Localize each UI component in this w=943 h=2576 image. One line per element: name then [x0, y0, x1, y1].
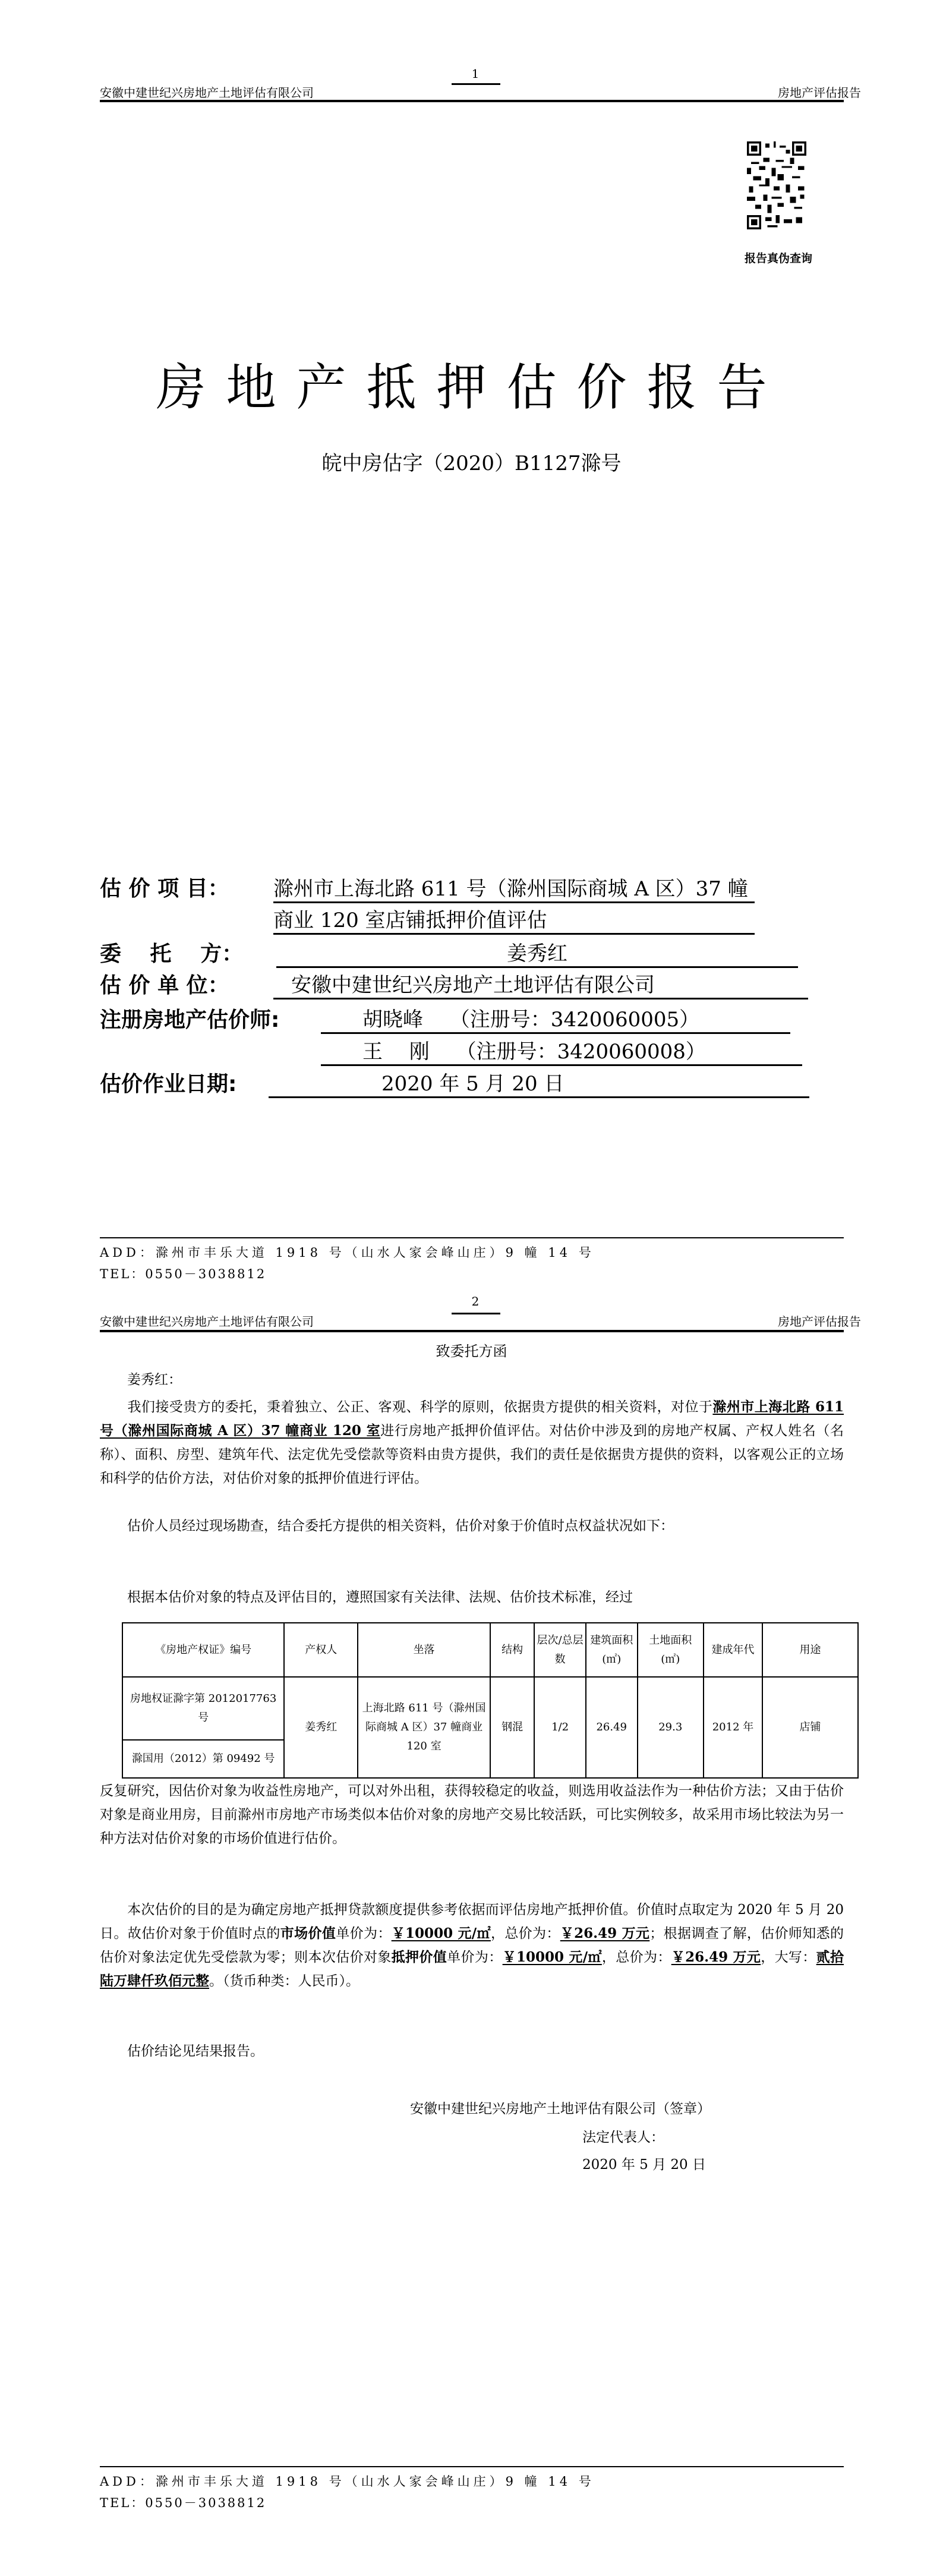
project-value-line2: 商业 120 室店铺抵押价值评估 [273, 904, 755, 935]
header-doc-type: 房地产评估报告 [778, 1314, 861, 1329]
qr-code-icon[interactable] [747, 141, 806, 229]
capital-amount: 贰拾陆万肆仟玖佰元整 [100, 1949, 844, 1989]
p4-c: ，总价为： [490, 1926, 560, 1941]
footer-rule [100, 2466, 844, 2467]
qr-caption: 报告真伪查询 [745, 252, 813, 265]
cell-location: 上海北路 611 号（滁州国际商城 A 区）37 幢商业 120 室 [358, 1677, 490, 1778]
paragraph-2 [100, 1514, 844, 1538]
p4-d: ；根据调查了解，估价师知悉的估价对象法定优先受偿款为零；则本次估价对象 [100, 1926, 844, 1965]
table-row [122, 1677, 858, 1740]
mortgage-total-price: ￥26.49 万元 [671, 1949, 761, 1965]
property-table [122, 1622, 859, 1779]
letter-title: 致委托方函 [436, 1343, 507, 1360]
client-value: 姜秀红 [276, 937, 798, 968]
header-rule [100, 100, 844, 102]
p1-a: 我们接受贵方的委托，秉着独立、公正、客观、科学的原则，依据贵方提供的相关资料，对位于 [127, 1399, 713, 1415]
salutation [100, 1368, 844, 1392]
paragraph-4 [100, 1898, 844, 1993]
header-company: 安徽中建世纪兴房地产土地评估有限公司 [100, 86, 314, 100]
market-total-price: ￥26.49 万元 [560, 1925, 650, 1941]
footer-tel: TEL：0550－3038812 [100, 1267, 267, 1281]
footer-tel: TEL：0550－3038812 [100, 2496, 267, 2510]
mortgage-unit-price: ￥10000 元/㎡ [502, 1949, 602, 1965]
signature-company: 安徽中建世纪兴房地产土地评估有限公司（签章） [410, 2101, 711, 2117]
cell-building-area: 26.49 [586, 1677, 638, 1778]
col-location: 坐落 [358, 1623, 490, 1677]
p3-b-text: 反复研究，因估价对象为收益性房地产，可以对外出租，获得较稳定的收益，则选用收益法作为一种估价方法；又由于估价对象是商业用房，目前滁州市房地产市场类似本估价对象的房地产交易比较活跃，可比实例较多，故采用市场比较法为另一种方法对估价对象的市场价值进行估价。 [100, 1783, 844, 1846]
cell-owner: 姜秀红 [284, 1677, 358, 1778]
client-label: 委 托 方： [100, 942, 244, 966]
cell-structure: 钢混 [490, 1677, 534, 1778]
footer-address: ADD：滁州市丰乐大道 1918 号（山水人家会峰山庄）9 幢 14 号 [100, 1246, 595, 1260]
p4-e: 单价为： [447, 1950, 503, 1965]
col-owner: 产权人 [284, 1623, 358, 1677]
paragraph-1 [100, 1395, 844, 1490]
col-land-area: 土地面积(㎡) [638, 1623, 704, 1677]
page-number-underline [452, 1313, 500, 1314]
project-label: 估 价 项 目： [100, 876, 229, 901]
unit-value: 安徽中建世纪兴房地产土地评估有限公司 [273, 969, 808, 999]
paragraph-3a [100, 1585, 844, 1609]
table-header-row [122, 1623, 858, 1677]
report-number: 皖中房估字（2020）B1127滁号 [321, 452, 622, 475]
header-rule [100, 1330, 844, 1332]
cell-floor: 1/2 [534, 1677, 586, 1778]
page-number: 2 [471, 1294, 480, 1309]
cell-usage: 店铺 [762, 1677, 858, 1778]
date-label: 估价作业日期: [100, 1072, 237, 1096]
market-unit-price: ￥10000 元/㎡ [391, 1925, 491, 1941]
footer-rule [100, 1237, 844, 1238]
property-address: 滁州市上海北路 611 号（滁州国际商城 A 区）37 幢商业 120 室 [100, 1399, 844, 1439]
p5-text: 估价结论见结果报告。 [127, 2044, 264, 2059]
appraiser-2: 王 刚 （注册号：3420060008） [321, 1035, 802, 1066]
header-company: 安徽中建世纪兴房地产土地评估有限公司 [100, 1314, 314, 1329]
report-title: 房地产抵押估价报告 [156, 358, 787, 417]
p3-a-text: 根据本估价对象的特点及评估目的，遵照国家有关法律、法规、估价技术标准，经过 [127, 1590, 633, 1605]
cell-cert-no-1: 房地权证滁字第 2012017763 号 [122, 1677, 284, 1740]
appraiser-label: 注册房地产估价师: [100, 1008, 280, 1032]
page-number: 1 [471, 67, 480, 81]
mortgage-value-label: 抵押价值 [391, 1949, 447, 1965]
paragraph-5 [100, 2039, 844, 2063]
header-doc-type: 房地产评估报告 [778, 86, 861, 100]
date-value: 2020 年 5 月 20 日 [269, 1067, 809, 1098]
p2-text: 估价人员经过现场勘查，结合委托方提供的相关资料，估价对象于价值时点权益状况如下： [127, 1518, 674, 1534]
page-number-underline [452, 83, 500, 85]
col-cert-no: 《房地产权证》编号 [122, 1623, 284, 1677]
signature-legal-rep: 法定代表人： [582, 2130, 664, 2145]
p4-a: 本次估价的目的是为确定房地产抵押贷款额度提供参考依据而评估房地产抵押价值。价值时点取定为 2020 年 5 月 20 日。故估价对象于价值时点的 [100, 1902, 844, 1941]
cell-year: 2012 年 [704, 1677, 762, 1778]
col-year: 建成年代 [704, 1623, 762, 1677]
col-building-area: 建筑面积(㎡) [586, 1623, 638, 1677]
footer-address: ADD：滁州市丰乐大道 1918 号（山水人家会峰山庄）9 幢 14 号 [100, 2474, 595, 2489]
unit-label: 估 价 单 位： [100, 973, 229, 998]
p4-h: 。（货币种类：人民币）。 [209, 1973, 359, 1989]
market-value-label: 市场价值 [280, 1925, 336, 1941]
p4-b: 单价为： [336, 1926, 392, 1941]
p4-f: ，总价为： [601, 1950, 671, 1965]
p4-g: ，大写： [761, 1950, 816, 1965]
cell-cert-no-2: 滁国用（2012）第 09492 号 [122, 1740, 284, 1778]
col-floor: 层次/总层数 [534, 1623, 586, 1677]
paragraph-3b [100, 1779, 844, 1850]
appraiser-1: 胡晓峰 （注册号：3420060005） [321, 1003, 790, 1034]
cell-land-area: 29.3 [638, 1677, 704, 1778]
p1-b: 进行房地产抵押价值评估。对估价中涉及到的房地产权属、产权人姓名（名称）、面积、房型、建筑年代、法定优先受偿款等资料由贵方提供，我们的责任是依据贵方提供的资料，以客观公正的立场和科学的估价方法，对估价对象的抵押价值进行评估。 [100, 1423, 844, 1486]
col-structure: 结构 [490, 1623, 534, 1677]
salutation-text: 姜秀红： [127, 1372, 182, 1388]
signature-date: 2020 年 5 月 20 日 [582, 2157, 706, 2173]
col-usage: 用途 [762, 1623, 858, 1677]
project-value-line1: 滁州市上海北路 611 号（滁州国际商城 A 区）37 幢 [273, 872, 755, 903]
